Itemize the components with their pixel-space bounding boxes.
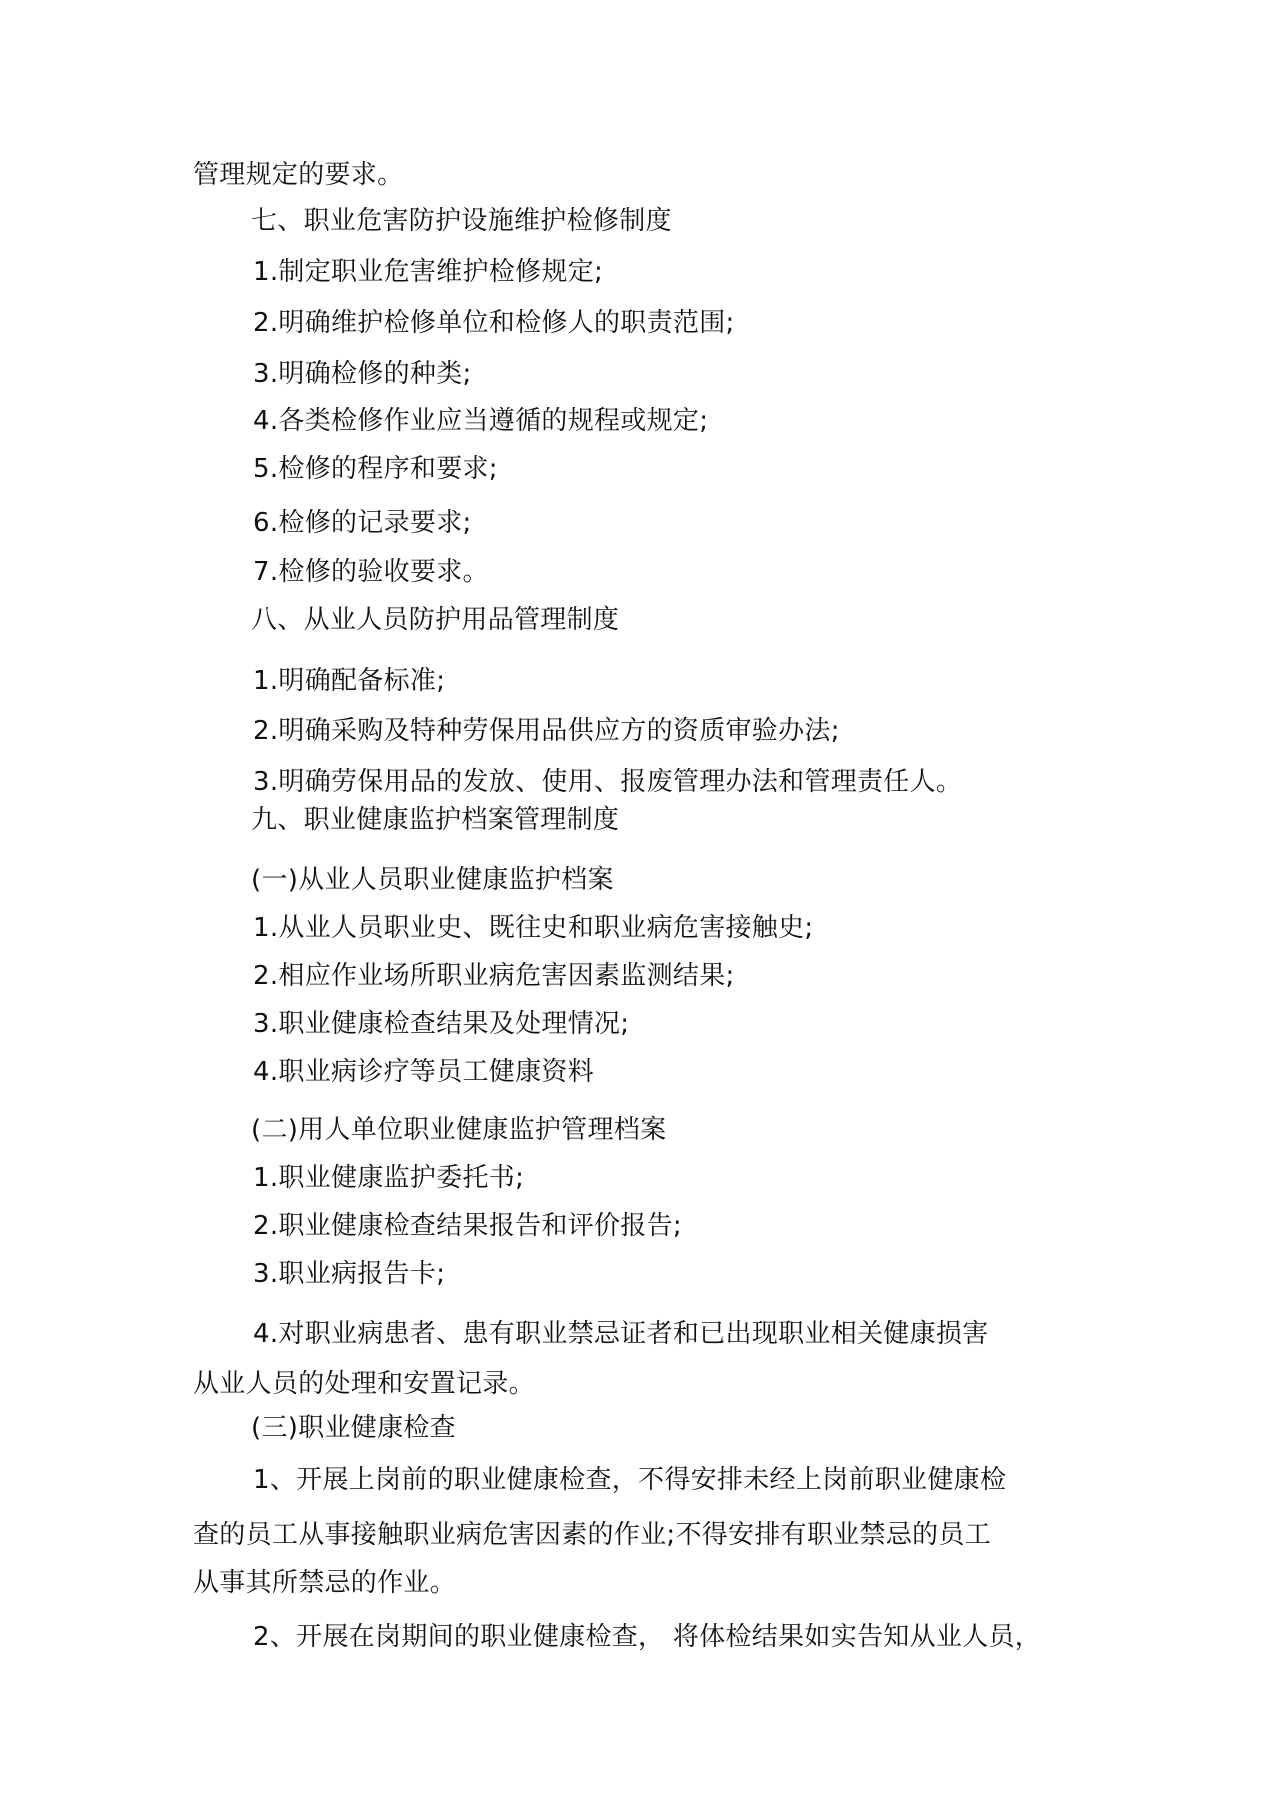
subsection-heading: (一)从业人员职业健康监护档案 [251, 865, 614, 895]
list-item: 1.职业健康监护委托书; [253, 1163, 525, 1193]
list-item: 3.明确劳保用品的发放、使用、报废管理办法和管理责任人。 [253, 767, 963, 797]
list-item: 2.相应作业场所职业病危害因素监测结果; [253, 961, 735, 991]
paragraph-line: 1、开展上岗前的职业健康检查，不得安排未经上岗前职业健康检 [253, 1465, 1007, 1495]
list-item: 7.检修的验收要求。 [253, 557, 489, 587]
list-item: 3.职业健康检查结果及处理情况; [253, 1009, 630, 1039]
section-heading: 九、职业健康监护档案管理制度 [251, 805, 620, 835]
paragraph-line: 从事其所禁忌的作业。 [193, 1568, 457, 1598]
paragraph-line: 2、开展在岗期间的职业健康检查， 将体检结果如实告知从业人员， [253, 1622, 1042, 1652]
section-heading: 七、职业危害防护设施维护检修制度 [251, 206, 672, 236]
list-item: 2.明确采购及特种劳保用品供应方的资质审验办法; [253, 716, 840, 746]
subsection-heading: (三)职业健康检查 [251, 1413, 456, 1443]
list-item: 2.明确维护检修单位和检修人的职责范围; [253, 308, 735, 338]
section-heading: 八、从业人员防护用品管理制度 [251, 605, 620, 635]
list-item: 3.明确检修的种类; [253, 359, 472, 389]
list-item: 6.检修的记录要求; [253, 508, 472, 538]
subsection-heading: (二)用人单位职业健康监护管理档案 [251, 1115, 667, 1145]
list-item: 4.各类检修作业应当遵循的规程或规定; [253, 406, 709, 436]
list-item: 4.职业病诊疗等员工健康资料 [253, 1057, 595, 1087]
list-item: 5.检修的程序和要求; [253, 454, 498, 484]
text-line: 从业人员的处理和安置记录。 [193, 1369, 535, 1399]
list-item: 1.从业人员职业史、既往史和职业病危害接触史; [253, 913, 814, 943]
list-item: 1.制定职业危害维护检修规定; [253, 257, 604, 287]
list-item: 4.对职业病患者、患有职业禁忌证者和已出现职业相关健康损害 [253, 1319, 989, 1349]
text-line: 管理规定的要求。 [193, 160, 404, 190]
list-item: 1.明确配备标准; [253, 666, 446, 696]
paragraph-line: 查的员工从事接触职业病危害因素的作业;不得安排有职业禁忌的员工 [193, 1520, 992, 1550]
list-item: 3.职业病报告卡; [253, 1259, 446, 1289]
list-item: 2.职业健康检查结果报告和评价报告; [253, 1211, 682, 1241]
